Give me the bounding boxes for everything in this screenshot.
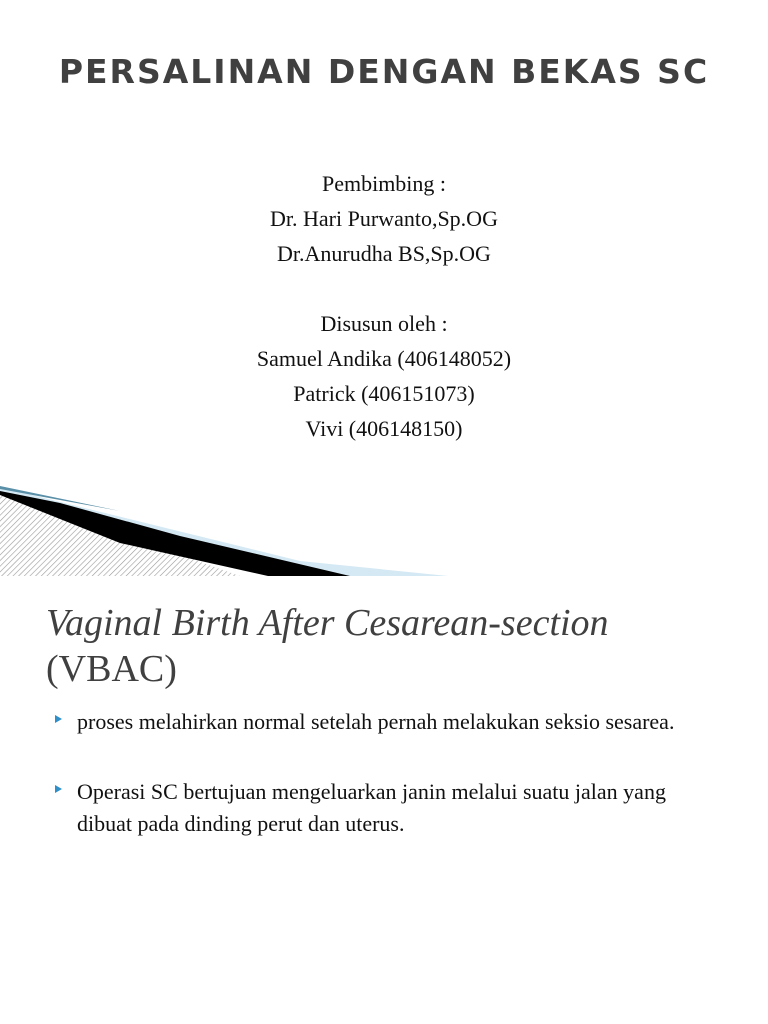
- list-item: [55, 706, 725, 738]
- slide-title: PERSALINAN DENGAN BEKAS SC: [58, 52, 710, 91]
- slide-2: [0, 576, 768, 1024]
- slide-title: [46, 600, 746, 692]
- spacer: [0, 271, 768, 306]
- supervisor-name: Dr. Hari Purwanto,Sp.OG: [270, 206, 498, 231]
- author-name: Samuel Andika (406148052): [256, 346, 512, 371]
- bullet-text: proses melahirkan normal setelah pernah melakukan seksio sesarea.: [77, 709, 675, 734]
- bullet-text: Operasi SC bertujuan mengeluarkan janin melalui suatu jalan yang dibuat pada dinding perut dan uterus.: [77, 779, 666, 836]
- decorative-swoosh: [0, 481, 768, 576]
- title-italic-text: Vaginal Birth After Cesarean-section: [46, 602, 609, 644]
- arrow-bullet-icon: [55, 715, 62, 723]
- supervisor-name: Dr.Anurudha BS,Sp.OG: [277, 241, 491, 266]
- arrow-bullet-icon: [55, 785, 62, 793]
- author-name: Patrick (406151073): [293, 381, 475, 406]
- supervisor-heading: Pembimbing :: [321, 171, 447, 196]
- bullet-list: [55, 706, 725, 878]
- author-heading: Disusun oleh :: [320, 311, 448, 336]
- author-name: Vivi (406148150): [305, 416, 463, 441]
- list-item: [55, 776, 725, 840]
- credits-block: [0, 166, 768, 446]
- title-abbreviation: (VBAC): [46, 648, 177, 690]
